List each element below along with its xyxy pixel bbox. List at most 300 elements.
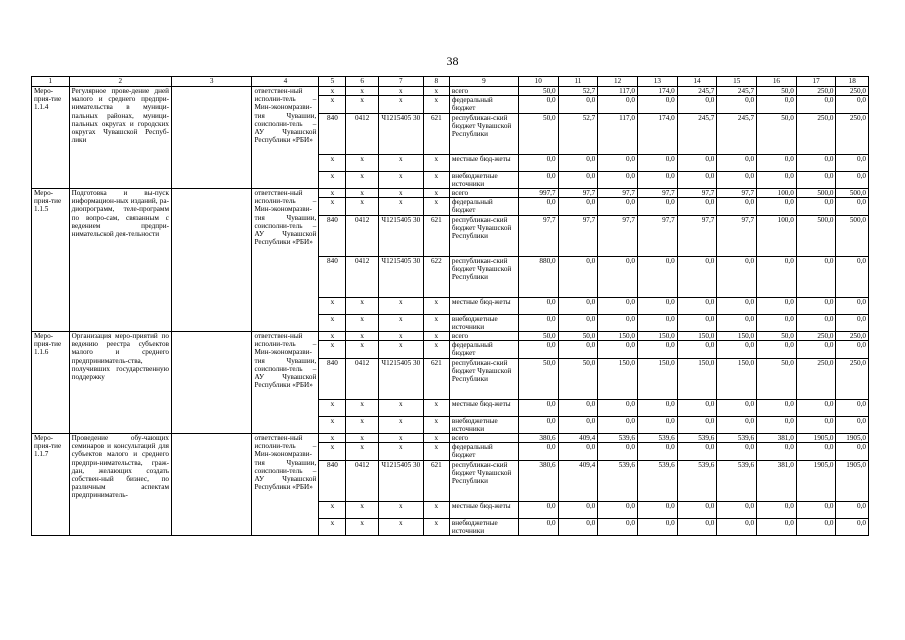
- section-code: х: [346, 198, 378, 215]
- ministry-code: х: [319, 87, 346, 96]
- year-value: 0,0: [677, 501, 717, 518]
- year-value: 0,0: [757, 198, 797, 215]
- ministry-code: 840: [319, 215, 346, 256]
- year-value: 0,0: [518, 501, 558, 518]
- year-value: 50,0: [518, 332, 558, 341]
- year-value: 0,0: [677, 297, 717, 314]
- year-value: 0,0: [558, 314, 598, 331]
- year-value: 0,0: [757, 501, 797, 518]
- year-value: 539,6: [677, 434, 717, 443]
- year-value: 50,0: [757, 87, 797, 96]
- year-value: 0,0: [717, 399, 757, 416]
- year-value: 1905,0: [836, 460, 869, 501]
- funding-source: местные бюд-жеты: [449, 154, 518, 171]
- year-value: 50,0: [757, 113, 797, 154]
- year-value: 0,0: [717, 154, 757, 171]
- year-value: 250,0: [836, 113, 869, 154]
- event-responsible: ответствен-ный исполни-тель – Мин-экономразви-тия Чувашии, соисполни-тель – АУ Чувашской Республики «РБИ»: [252, 332, 319, 434]
- year-value: 117,0: [598, 87, 638, 96]
- year-value: 0,0: [558, 256, 598, 297]
- year-value: 0,0: [757, 416, 797, 433]
- year-value: 0,0: [558, 341, 598, 358]
- funding-source: внебюджетные источники: [449, 314, 518, 331]
- year-value: 0,0: [637, 154, 677, 171]
- column-number: 14: [677, 77, 717, 87]
- funding-source: всего: [449, 87, 518, 96]
- year-value: 539,6: [637, 434, 677, 443]
- year-value: 0,0: [637, 399, 677, 416]
- year-value: 150,0: [598, 358, 638, 399]
- year-value: 0,0: [796, 399, 836, 416]
- year-value: 539,6: [598, 460, 638, 501]
- year-value: 100,0: [757, 215, 797, 256]
- year-value: 500,0: [796, 215, 836, 256]
- year-value: 381,0: [757, 434, 797, 443]
- year-value: 97,7: [717, 215, 757, 256]
- year-value: 97,7: [558, 215, 598, 256]
- year-value: 0,0: [677, 416, 717, 433]
- year-value: 0,0: [558, 96, 598, 113]
- year-value: 0,0: [717, 501, 757, 518]
- year-value: 0,0: [717, 198, 757, 215]
- ministry-code: 840: [319, 358, 346, 399]
- event-empty-cell: [172, 434, 252, 536]
- target-article-code: Ч1215405 30: [378, 256, 423, 297]
- section-code: х: [346, 416, 378, 433]
- year-value: 0,0: [518, 154, 558, 171]
- section-code: х: [346, 443, 378, 460]
- year-value: 0,0: [598, 314, 638, 331]
- ministry-code: х: [319, 416, 346, 433]
- section-code: х: [346, 96, 378, 113]
- year-value: 0,0: [598, 96, 638, 113]
- year-value: 97,7: [677, 189, 717, 198]
- year-value: 0,0: [677, 198, 717, 215]
- year-value: 997,7: [518, 189, 558, 198]
- funding-source: федеральный бюджет: [449, 341, 518, 358]
- ministry-code: х: [319, 332, 346, 341]
- column-number: 5: [319, 77, 346, 87]
- year-value: 0,0: [757, 399, 797, 416]
- column-number: 11: [558, 77, 598, 87]
- year-value: 0,0: [518, 443, 558, 460]
- year-value: 250,0: [796, 87, 836, 96]
- target-article-code: х: [378, 87, 423, 96]
- year-value: 174,0: [637, 87, 677, 96]
- year-value: 0,0: [598, 256, 638, 297]
- year-value: 50,0: [757, 332, 797, 341]
- year-value: 97,7: [598, 189, 638, 198]
- funding-source: всего: [449, 332, 518, 341]
- target-article-code: х: [378, 341, 423, 358]
- year-value: 0,0: [637, 314, 677, 331]
- year-value: 0,0: [796, 171, 836, 188]
- section-code: х: [346, 189, 378, 198]
- expense-type-code: 621: [423, 358, 449, 399]
- ministry-code: х: [319, 399, 346, 416]
- column-number: 12: [598, 77, 638, 87]
- year-value: 0,0: [836, 256, 869, 297]
- column-number: 4: [252, 77, 319, 87]
- funding-source: всего: [449, 434, 518, 443]
- event-name: Организация меро-приятий по ведению реестра субъектов малого и среднего предприниматель-ства, получивших государственную поддержку: [69, 332, 171, 434]
- year-value: 0,0: [717, 416, 757, 433]
- year-value: 250,0: [796, 358, 836, 399]
- year-value: 0,0: [518, 297, 558, 314]
- year-value: 52,7: [558, 113, 598, 154]
- funding-source: местные бюд-жеты: [449, 297, 518, 314]
- year-value: 0,0: [558, 443, 598, 460]
- section-code: х: [346, 297, 378, 314]
- expense-type-code: х: [423, 154, 449, 171]
- year-value: 0,0: [836, 154, 869, 171]
- table-row: [32, 434, 869, 443]
- expense-type-code: х: [423, 434, 449, 443]
- section-code: х: [346, 501, 378, 518]
- section-code: 0412: [346, 358, 378, 399]
- column-number: 1: [32, 77, 70, 87]
- year-value: 0,0: [836, 443, 869, 460]
- year-value: 0,0: [598, 171, 638, 188]
- year-value: 0,0: [796, 416, 836, 433]
- section-code: х: [346, 518, 378, 535]
- year-value: 0,0: [757, 341, 797, 358]
- ministry-code: 840: [319, 256, 346, 297]
- year-value: 250,0: [836, 87, 869, 96]
- expense-type-code: х: [423, 443, 449, 460]
- year-value: 0,0: [717, 171, 757, 188]
- year-value: 245,7: [717, 87, 757, 96]
- year-value: 150,0: [637, 332, 677, 341]
- year-value: 409,4: [558, 434, 598, 443]
- year-value: 97,7: [717, 189, 757, 198]
- year-value: 0,0: [677, 256, 717, 297]
- year-value: 97,7: [677, 215, 717, 256]
- ministry-code: х: [319, 518, 346, 535]
- section-code: 0412: [346, 113, 378, 154]
- funding-source: республикан-ский бюджет Чувашской Республики: [449, 113, 518, 154]
- ministry-code: х: [319, 501, 346, 518]
- year-value: 50,0: [558, 332, 598, 341]
- year-value: 50,0: [518, 113, 558, 154]
- event-code: Меро-прия-тие 1.1.6: [32, 332, 70, 434]
- year-value: 150,0: [717, 358, 757, 399]
- year-value: 0,0: [677, 314, 717, 331]
- target-article-code: х: [378, 297, 423, 314]
- event-name: Подготовка и вы-пуск информацион-ных изданий, ра-диопрограмм, теле-программ по вопро-сам, связанным с ведением предпри-нимательской дея-тельности: [69, 189, 171, 332]
- section-code: х: [346, 154, 378, 171]
- table-row: [32, 189, 869, 198]
- event-name: Регулярное прове-дение дней малого и среднего предпри-нимательства в муници-пальных районах, муници-пальных округах и городских округах Чувашской Респуб-лики: [69, 87, 171, 189]
- section-code: 0412: [346, 460, 378, 501]
- year-value: 150,0: [677, 358, 717, 399]
- year-value: 381,0: [757, 460, 797, 501]
- target-article-code: х: [378, 189, 423, 198]
- year-value: 0,0: [598, 518, 638, 535]
- year-value: 0,0: [637, 501, 677, 518]
- year-value: 0,0: [518, 171, 558, 188]
- year-value: 50,0: [518, 358, 558, 399]
- year-value: 0,0: [796, 518, 836, 535]
- year-value: 500,0: [836, 215, 869, 256]
- funding-source: республикан-ский бюджет Чувашской Республики: [449, 256, 518, 297]
- year-value: 50,0: [558, 358, 598, 399]
- section-code: х: [346, 434, 378, 443]
- year-value: 0,0: [796, 341, 836, 358]
- target-article-code: Ч1215405 30: [378, 113, 423, 154]
- funding-source: федеральный бюджет: [449, 443, 518, 460]
- year-value: 0,0: [518, 314, 558, 331]
- year-value: 0,0: [637, 443, 677, 460]
- section-code: 0412: [346, 256, 378, 297]
- funding-source: республикан-ский бюджет Чувашской Республики: [449, 215, 518, 256]
- year-value: 0,0: [598, 443, 638, 460]
- target-article-code: х: [378, 96, 423, 113]
- year-value: 0,0: [717, 96, 757, 113]
- year-value: 0,0: [598, 399, 638, 416]
- year-value: 0,0: [717, 297, 757, 314]
- year-value: 539,6: [677, 460, 717, 501]
- year-value: 0,0: [598, 416, 638, 433]
- ministry-code: х: [319, 96, 346, 113]
- year-value: 0,0: [836, 341, 869, 358]
- year-value: 0,0: [637, 96, 677, 113]
- expense-type-code: 621: [423, 215, 449, 256]
- event-code: Меро-прия-тие 1.1.5: [32, 189, 70, 332]
- column-number-row: [32, 77, 869, 87]
- year-value: 0,0: [637, 297, 677, 314]
- year-value: 52,7: [558, 87, 598, 96]
- column-number: 6: [346, 77, 378, 87]
- ministry-code: х: [319, 297, 346, 314]
- section-code: х: [346, 341, 378, 358]
- expense-type-code: х: [423, 399, 449, 416]
- year-value: 117,0: [598, 113, 638, 154]
- expense-type-code: х: [423, 416, 449, 433]
- funding-source: федеральный бюджет: [449, 96, 518, 113]
- expense-type-code: х: [423, 87, 449, 96]
- target-article-code: х: [378, 443, 423, 460]
- year-value: 0,0: [518, 198, 558, 215]
- year-value: 0,0: [518, 518, 558, 535]
- ministry-code: 840: [319, 460, 346, 501]
- target-article-code: Ч1215405 30: [378, 358, 423, 399]
- expense-type-code: х: [423, 314, 449, 331]
- year-value: 0,0: [796, 443, 836, 460]
- year-value: 0,0: [757, 154, 797, 171]
- year-value: 50,0: [757, 358, 797, 399]
- funding-source: республикан-ский бюджет Чувашской Республики: [449, 358, 518, 399]
- year-value: 245,7: [717, 113, 757, 154]
- ministry-code: 840: [319, 113, 346, 154]
- year-value: 150,0: [598, 332, 638, 341]
- year-value: 1905,0: [796, 460, 836, 501]
- year-value: 0,0: [598, 341, 638, 358]
- year-value: 0,0: [836, 171, 869, 188]
- column-number: 10: [518, 77, 558, 87]
- column-number: 9: [449, 77, 518, 87]
- year-value: 0,0: [717, 256, 757, 297]
- year-value: 0,0: [757, 518, 797, 535]
- target-article-code: х: [378, 171, 423, 188]
- target-article-code: х: [378, 154, 423, 171]
- event-name: Проведение обу-чающих семинаров и консультаций для субъектов малого и среднего предпри-нимательства, граж-дан, желающих создать собствен-ный бизнес, по различным аспектам предприниматель-: [69, 434, 171, 536]
- target-article-code: х: [378, 416, 423, 433]
- year-value: 0,0: [677, 171, 717, 188]
- year-value: 0,0: [757, 171, 797, 188]
- year-value: 0,0: [717, 518, 757, 535]
- year-value: 1905,0: [836, 434, 869, 443]
- event-code: Меро-прия-тие 1.1.7: [32, 434, 70, 536]
- year-value: 0,0: [796, 256, 836, 297]
- year-value: 539,6: [717, 460, 757, 501]
- target-article-code: х: [378, 332, 423, 341]
- column-number: 8: [423, 77, 449, 87]
- year-value: 0,0: [796, 96, 836, 113]
- expense-type-code: х: [423, 332, 449, 341]
- expense-type-code: х: [423, 501, 449, 518]
- year-value: 0,0: [558, 416, 598, 433]
- column-number: 3: [172, 77, 252, 87]
- year-value: 0,0: [677, 96, 717, 113]
- target-article-code: х: [378, 434, 423, 443]
- ministry-code: х: [319, 443, 346, 460]
- year-value: 0,0: [518, 399, 558, 416]
- event-responsible: ответствен-ный исполни-тель – Мин-экономразви-тия Чувашии, соисполни-тель – АУ Чувашской Республики «РБИ»: [252, 434, 319, 536]
- section-code: х: [346, 332, 378, 341]
- year-value: 97,7: [518, 215, 558, 256]
- expense-type-code: х: [423, 297, 449, 314]
- year-value: 0,0: [757, 297, 797, 314]
- year-value: 880,0: [518, 256, 558, 297]
- expense-type-code: х: [423, 189, 449, 198]
- ministry-code: х: [319, 434, 346, 443]
- year-value: 0,0: [836, 501, 869, 518]
- event-empty-cell: [172, 87, 252, 189]
- year-value: 250,0: [836, 358, 869, 399]
- year-value: 0,0: [558, 171, 598, 188]
- section-code: 0412: [346, 215, 378, 256]
- year-value: 0,0: [717, 443, 757, 460]
- year-value: 539,6: [717, 434, 757, 443]
- event-responsible: ответствен-ный исполни-тель – Мин-экономразви-тия Чувашии, соисполни-тель – АУ Чувашской Республики «РБИ»: [252, 189, 319, 332]
- page-number: 38: [446, 54, 459, 68]
- target-article-code: х: [378, 518, 423, 535]
- year-value: 0,0: [598, 297, 638, 314]
- year-value: 0,0: [796, 154, 836, 171]
- year-value: 250,0: [796, 332, 836, 341]
- expense-type-code: х: [423, 198, 449, 215]
- target-article-code: х: [378, 501, 423, 518]
- year-value: 0,0: [558, 198, 598, 215]
- year-value: 0,0: [558, 154, 598, 171]
- funding-source: всего: [449, 189, 518, 198]
- ministry-code: х: [319, 314, 346, 331]
- year-value: 0,0: [518, 416, 558, 433]
- expense-type-code: х: [423, 171, 449, 188]
- funding-source: местные бюд-жеты: [449, 399, 518, 416]
- expense-type-code: х: [423, 96, 449, 113]
- year-value: 0,0: [558, 501, 598, 518]
- column-number: 18: [836, 77, 869, 87]
- year-value: 100,0: [757, 189, 797, 198]
- year-value: 1905,0: [796, 434, 836, 443]
- year-value: 0,0: [836, 198, 869, 215]
- year-value: 0,0: [757, 256, 797, 297]
- funding-source: местные бюд-жеты: [449, 501, 518, 518]
- year-value: 0,0: [677, 341, 717, 358]
- year-value: 0,0: [518, 96, 558, 113]
- event-code: Меро-прия-тие 1.1.4: [32, 87, 70, 189]
- section-code: х: [346, 87, 378, 96]
- year-value: 0,0: [717, 341, 757, 358]
- column-number: 7: [378, 77, 423, 87]
- expense-type-code: х: [423, 341, 449, 358]
- year-value: 0,0: [637, 256, 677, 297]
- ministry-code: х: [319, 171, 346, 188]
- year-value: 0,0: [836, 96, 869, 113]
- year-value: 250,0: [796, 113, 836, 154]
- section-code: х: [346, 314, 378, 331]
- funding-source: внебюджетные источники: [449, 416, 518, 433]
- year-value: 0,0: [717, 314, 757, 331]
- year-value: 150,0: [717, 332, 757, 341]
- year-value: 0,0: [677, 443, 717, 460]
- funding-source: внебюджетные источники: [449, 518, 518, 535]
- year-value: 0,0: [836, 518, 869, 535]
- column-number: 15: [717, 77, 757, 87]
- year-value: 0,0: [836, 297, 869, 314]
- funding-source: республикан-ский бюджет Чувашской Республики: [449, 460, 518, 501]
- year-value: 0,0: [518, 341, 558, 358]
- year-value: 0,0: [836, 399, 869, 416]
- year-value: 0,0: [796, 198, 836, 215]
- year-value: 500,0: [836, 189, 869, 198]
- column-number: 13: [637, 77, 677, 87]
- year-value: 0,0: [637, 171, 677, 188]
- year-value: 0,0: [757, 443, 797, 460]
- expense-type-code: 622: [423, 256, 449, 297]
- year-value: 0,0: [598, 501, 638, 518]
- target-article-code: Ч1215405 30: [378, 215, 423, 256]
- event-responsible: ответствен-ный исполни-тель – Мин-экономразви-тия Чувашии, соисполни-тель – АУ Чувашской Республики «РБИ»: [252, 87, 319, 189]
- year-value: 0,0: [598, 154, 638, 171]
- year-value: 380,6: [518, 460, 558, 501]
- year-value: 0,0: [836, 416, 869, 433]
- target-article-code: х: [378, 198, 423, 215]
- year-value: 97,7: [637, 215, 677, 256]
- ministry-code: х: [319, 341, 346, 358]
- year-value: 250,0: [836, 332, 869, 341]
- year-value: 97,7: [637, 189, 677, 198]
- year-value: 245,7: [677, 87, 717, 96]
- section-code: х: [346, 399, 378, 416]
- year-value: 97,7: [598, 215, 638, 256]
- year-value: 0,0: [677, 154, 717, 171]
- expense-type-code: х: [423, 518, 449, 535]
- target-article-code: Ч1215405 30: [378, 460, 423, 501]
- event-empty-cell: [172, 332, 252, 434]
- target-article-code: х: [378, 314, 423, 331]
- year-value: 0,0: [558, 518, 598, 535]
- year-value: 0,0: [637, 198, 677, 215]
- expense-type-code: 621: [423, 460, 449, 501]
- column-number: 16: [757, 77, 797, 87]
- year-value: 97,7: [558, 189, 598, 198]
- year-value: 0,0: [796, 501, 836, 518]
- year-value: 0,0: [796, 314, 836, 331]
- year-value: 380,6: [518, 434, 558, 443]
